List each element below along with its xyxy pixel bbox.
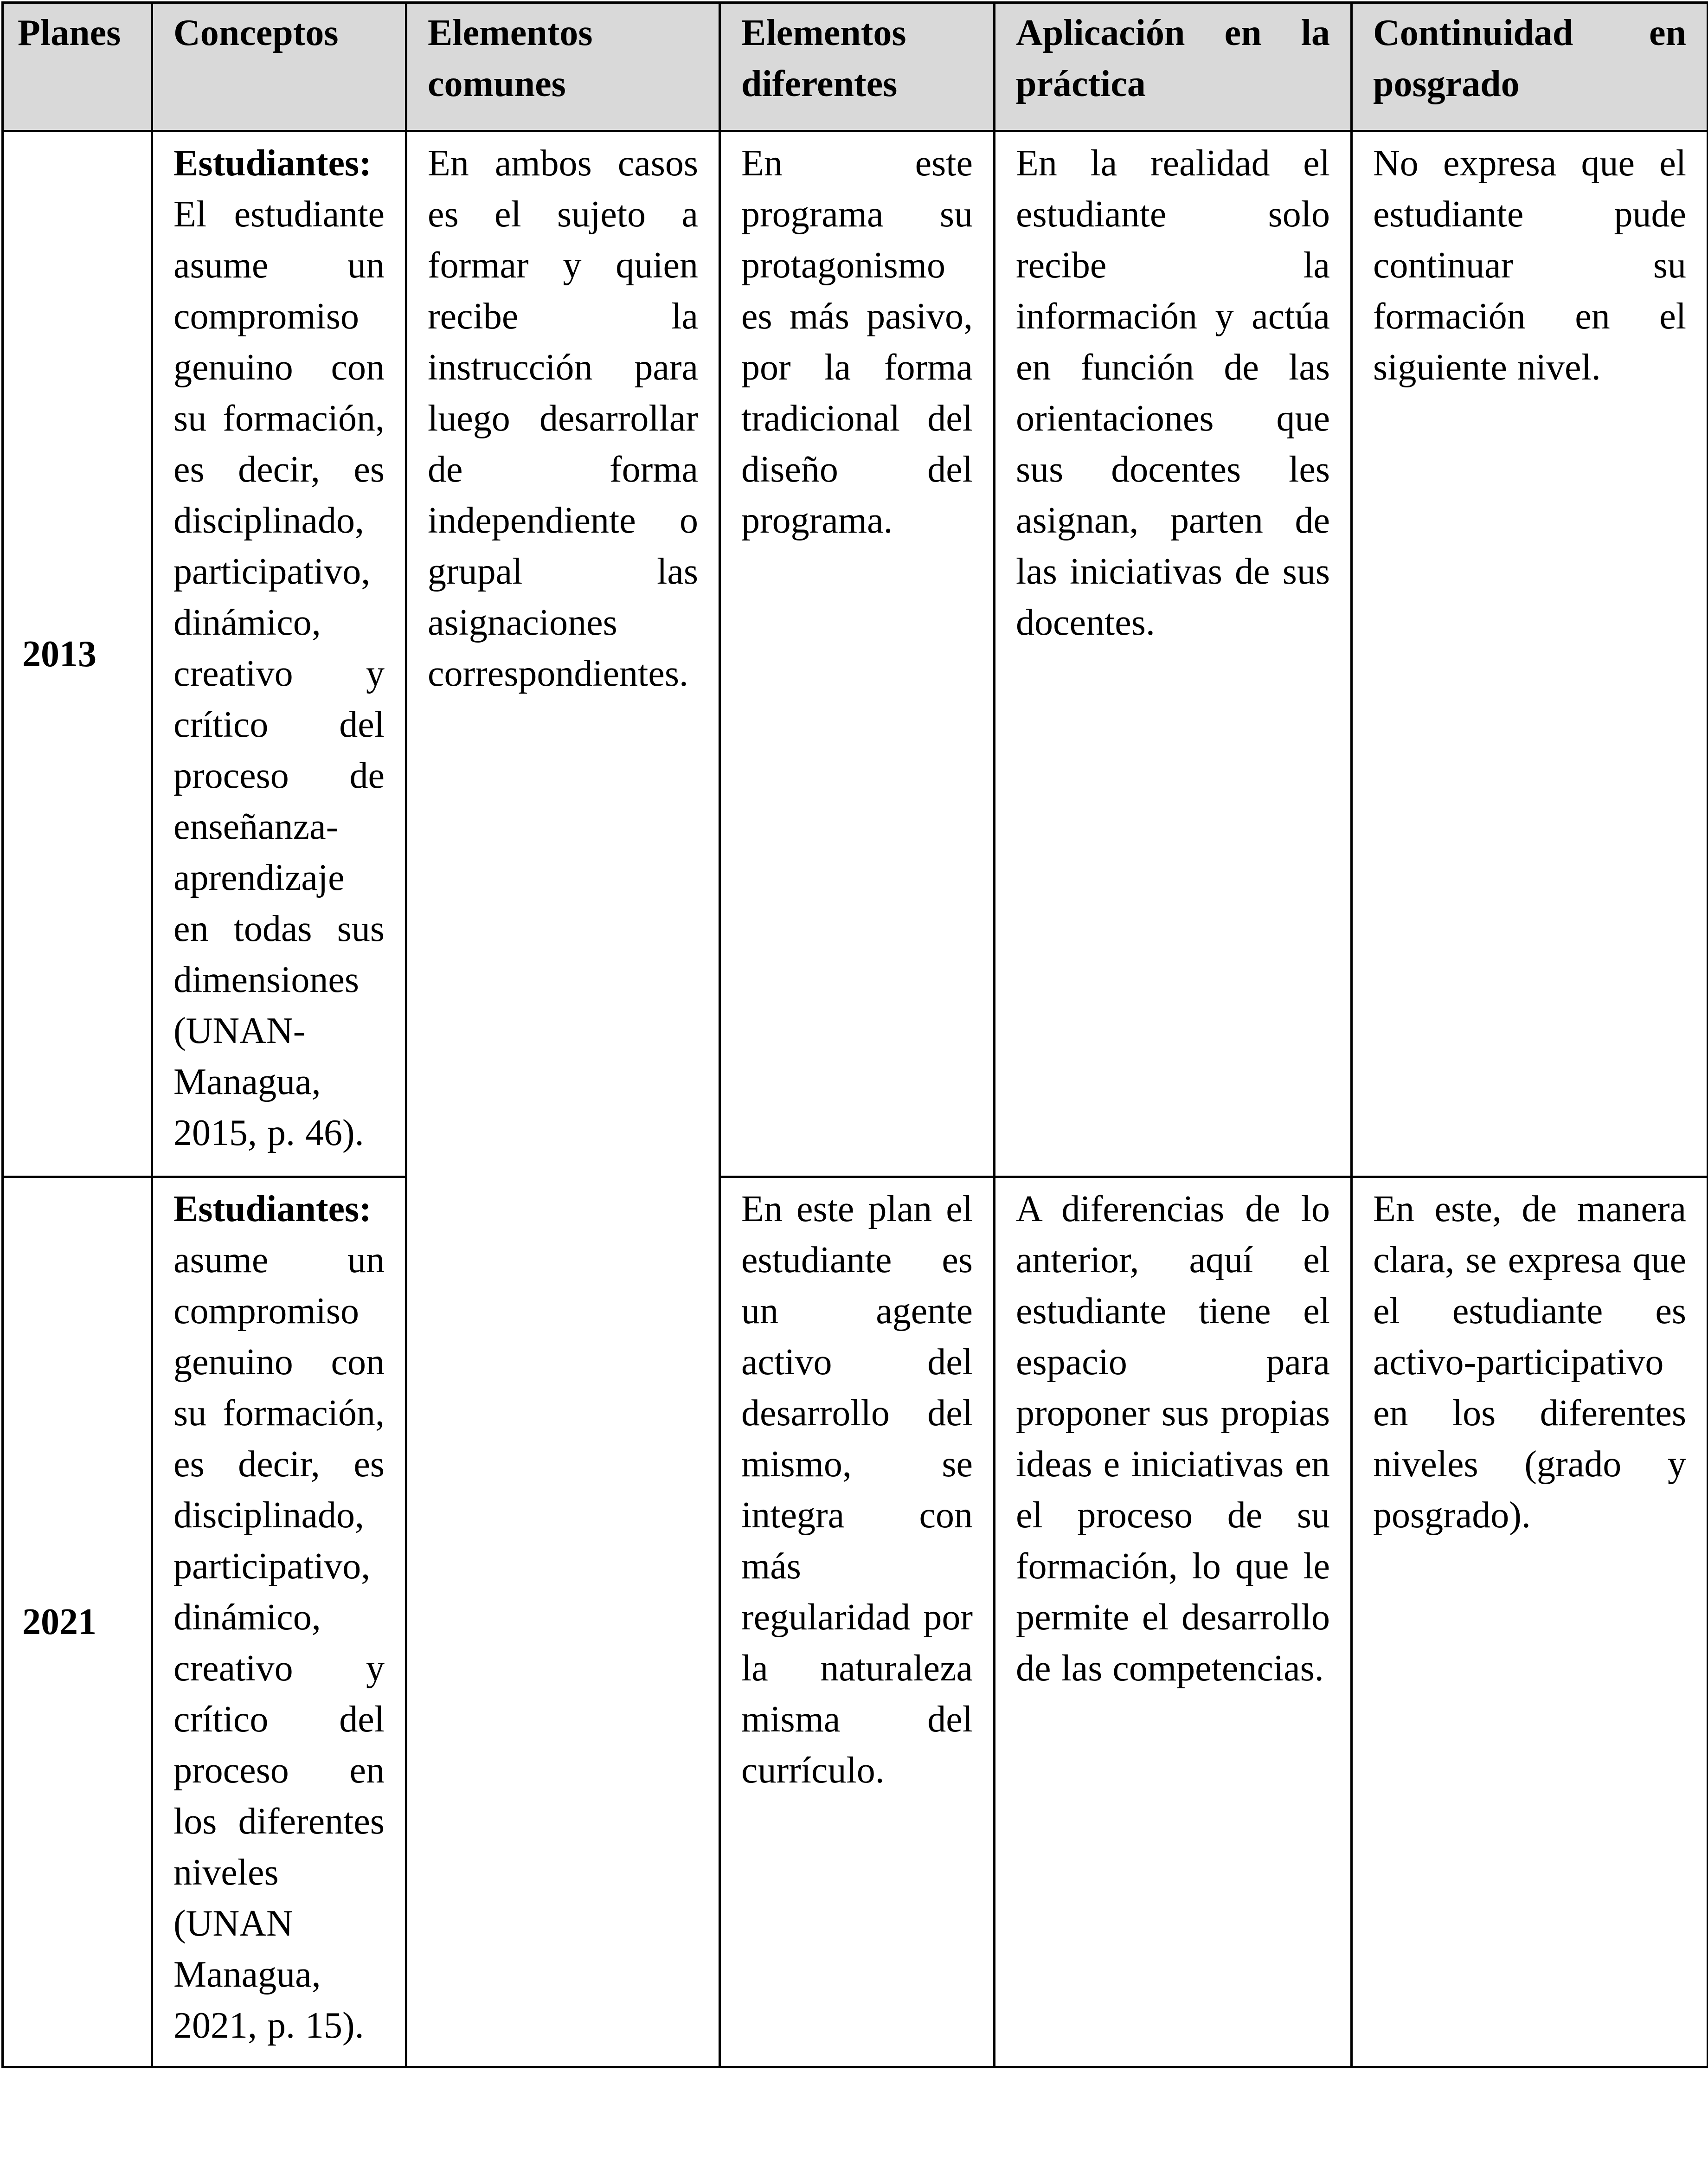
- application-cell: A diferencias de lo anterior, aquí el estudiante tiene el espacio para proponer sus propias ideas e iniciativas en el proceso de su formación, lo que le permite el desarrollo de las competencias.: [995, 1177, 1352, 2067]
- application-cell: En la realidad el estudiante solo recibe la información y actúa en función de las orientaciones que sus docentes les asignan, parten de las iniciativas de sus docentes.: [995, 131, 1352, 1177]
- different-elements-cell: En este plan el estudiante es un agente activo del desarrollo del mismo, se integra con más regularidad por la naturaleza misma del currículo.: [720, 1177, 995, 2067]
- table-row: [3, 1177, 1708, 2067]
- header-elementos-comunes: Elementos comunes: [406, 3, 720, 131]
- common-elements-cell: En ambos casos es el sujeto a formar y quien recibe la instrucción para luego desarrollar de forma independiente o grupal las asignaciones correspondientes.: [406, 131, 720, 2067]
- header-continuidad: Continuidad en posgrado: [1352, 3, 1708, 131]
- header-aplicacion: Aplicación en la práctica: [995, 3, 1352, 131]
- comparison-table: [1, 1, 1708, 2068]
- continuity-cell: En este, de manera clara, se expresa que el estudiante es activo-participativo en los diferentes niveles (grado y posgrado).: [1352, 1177, 1708, 2067]
- header-row: [3, 3, 1708, 131]
- concept-text: El estudiante asume un compromiso genuino con su formación, es decir, es disciplinado, participativo, dinámico, creativo y crítico del proceso de enseñanza-aprendizaje en todas sus dimensiones (UNAN-Managua, 2015, p. 46).: [173, 194, 385, 1153]
- concept-text: asume un compromiso genuino con su formación, es decir, es disciplinado, participativo, dinámico, creativo y crítico del proceso en los diferentes niveles (UNAN Managua, 2021, p. 15).: [173, 1240, 385, 2046]
- continuity-cell: No expresa que el estudiante pude continuar su formación en el siguiente nivel.: [1352, 131, 1708, 1177]
- year-cell: 2013: [3, 131, 152, 1177]
- concept-cell: [152, 131, 406, 1177]
- header-planes: Planes: [3, 3, 152, 131]
- header-elementos-diferentes: Elementos diferentes: [720, 3, 995, 131]
- concept-cell: [152, 1177, 406, 2067]
- year-cell: 2021: [3, 1177, 152, 2067]
- concept-label: Estudiantes:: [173, 143, 372, 184]
- different-elements-cell: En este programa su protagonismo es más pasivo, por la forma tradicional del diseño del programa.: [720, 131, 995, 1177]
- concept-label: Estudiantes:: [173, 1189, 372, 1229]
- header-conceptos: Conceptos: [152, 3, 406, 131]
- table-header: [3, 3, 1708, 131]
- table-row: [3, 131, 1708, 1177]
- table-body: [3, 131, 1708, 2067]
